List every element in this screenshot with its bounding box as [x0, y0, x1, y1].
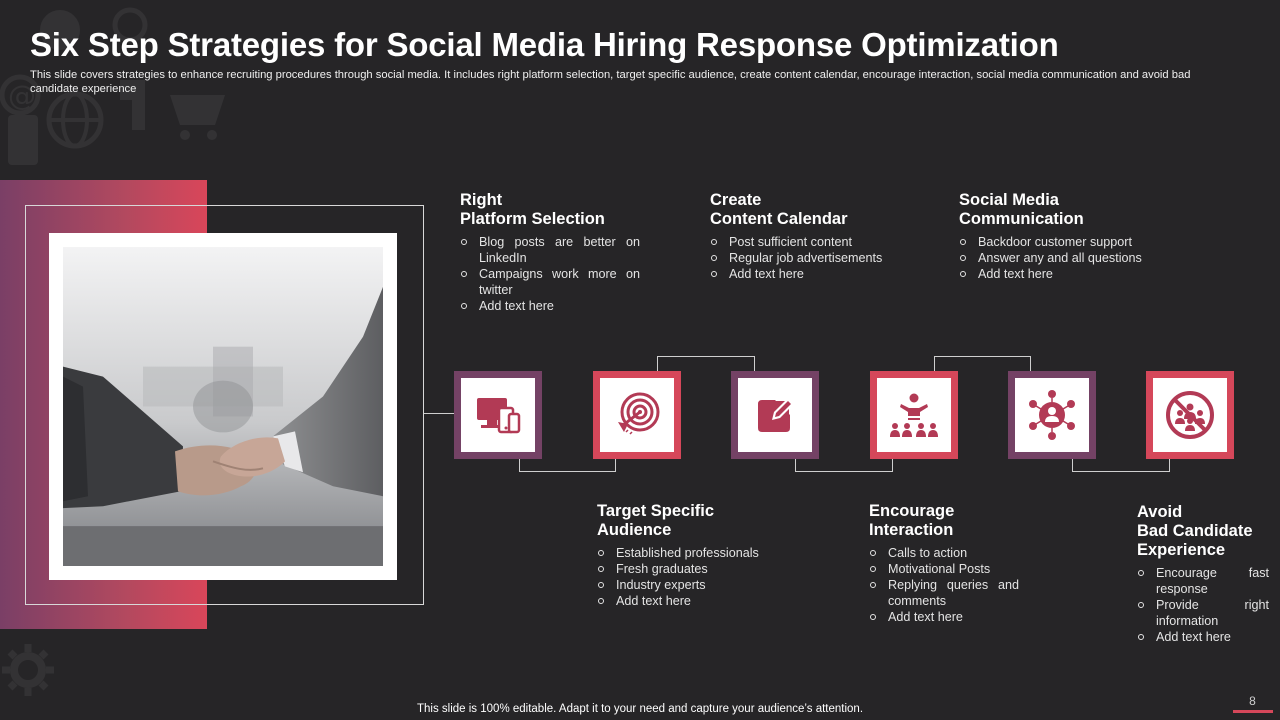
target-icon [612, 390, 662, 440]
connector-1-2-right [615, 458, 616, 472]
network-icon [1026, 389, 1078, 441]
bullet-item: Motivational Posts [869, 561, 1019, 577]
step-title-line: Interaction [869, 521, 954, 539]
bullet-item: Add text here [597, 593, 797, 609]
step-title-line: Encourage [869, 502, 955, 520]
edit-icon [750, 390, 800, 440]
connector-2-3-right [754, 356, 755, 372]
step-title-line: Target Specific [597, 502, 715, 520]
page-subtitle: This slide covers strategies to enhance recruiting procedures through social media. It includes right platform selection, target specific audience, create content calendar, encourage interaction, social media communication and avoid bad candidate experience [30, 69, 1191, 95]
step-title [597, 502, 797, 540]
photo-connector [424, 413, 456, 414]
step-title-line: Audience [597, 521, 672, 539]
step-bullet-list [869, 545, 1019, 625]
bullet-item: Replying queries and comments [869, 577, 1019, 609]
step-title-line: Create [710, 191, 762, 209]
step-bullet-list [1137, 565, 1269, 645]
step-5-icon-box [1008, 371, 1096, 459]
connector-1-2-left [519, 458, 520, 472]
step-title [710, 191, 910, 229]
bullet-item: Blog posts are better on LinkedIn [460, 234, 640, 266]
bullet-item: Answer any and all questions [959, 250, 1179, 266]
step-6-icon-box [1146, 371, 1234, 459]
bullet-item: Post sufficient content [710, 234, 910, 250]
step-social-media-communication [959, 191, 1179, 282]
connector-2-3-left [657, 356, 658, 372]
step-avoid-bad-candidate-experience [1137, 503, 1269, 645]
step-3-icon-box [731, 371, 819, 459]
handshake-photo [63, 247, 383, 566]
step-title [959, 191, 1179, 229]
bullet-item: Provide right information [1137, 597, 1269, 629]
bullet-item: Regular job advertisements [710, 250, 910, 266]
audience-icon [887, 390, 941, 440]
connector-1-2-bottom [519, 471, 616, 472]
step-title-line: Experience [1137, 541, 1226, 559]
connector-3-4-bottom [795, 471, 893, 472]
step-right-platform-selection [460, 191, 640, 314]
step-title-line: Avoid [1137, 503, 1183, 521]
step-bullet-list [710, 234, 910, 282]
connector-5-6-left [1072, 458, 1073, 472]
devices-icon [473, 390, 523, 440]
step-target-specific-audience [597, 502, 797, 609]
footer-note: This slide is 100% editable. Adapt it to your need and capture your audience’s attention. [416, 703, 864, 715]
bullet-item: Calls to action [869, 545, 1019, 561]
photo-frame [49, 233, 397, 580]
svg-text:@: @ [8, 79, 36, 112]
step-bullet-list [597, 545, 797, 609]
bullet-item: Campaigns work more on twitter [460, 266, 640, 298]
step-title-line: Content Calendar [710, 210, 848, 228]
bullet-item: Add text here [959, 266, 1179, 282]
step-title [460, 191, 640, 229]
step-title-line: Social Media [959, 191, 1059, 209]
bullet-item: Add text here [1137, 629, 1269, 645]
bullet-item: Add text here [869, 609, 1019, 625]
step-bullet-list [460, 234, 640, 314]
step-1-icon-box [454, 371, 542, 459]
step-encourage-interaction [869, 502, 1019, 625]
bullet-item: Backdoor customer support [959, 234, 1179, 250]
page-title: Six Step Strategies for Social Media Hiring Response Optimization [30, 26, 1059, 63]
background-gear-icon [0, 640, 60, 700]
step-2-icon-box [593, 371, 681, 459]
step-title-line: Platform Selection [460, 210, 605, 228]
connector-5-6-right [1169, 458, 1170, 472]
page-number-underline [1233, 710, 1273, 713]
bullet-item: Established professionals [597, 545, 797, 561]
bullet-item: Encourage fast response [1137, 565, 1269, 597]
bullet-item: Add text here [710, 266, 910, 282]
bullet-item: Industry experts [597, 577, 797, 593]
connector-3-4-left [795, 458, 796, 472]
step-title [869, 502, 1019, 540]
step-title [1137, 503, 1269, 560]
step-title-line: Bad Candidate [1137, 522, 1253, 540]
bullet-item: Add text here [460, 298, 640, 314]
connector-2-3-top [657, 356, 755, 357]
connector-4-5-right [1030, 356, 1031, 372]
step-title-line: Communication [959, 210, 1084, 228]
connector-4-5-top [934, 356, 1031, 357]
step-4-icon-box [870, 371, 958, 459]
bullet-item: Fresh graduates [597, 561, 797, 577]
connector-4-5-left [934, 356, 935, 372]
step-bullet-list [959, 234, 1179, 282]
connector-3-4-right [892, 458, 893, 472]
step-title-line: Right [460, 191, 503, 209]
connector-5-6-bottom [1072, 471, 1170, 472]
page-number: 8 [1249, 694, 1256, 708]
step-create-content-calendar [710, 191, 910, 282]
no-group-icon [1164, 389, 1216, 441]
